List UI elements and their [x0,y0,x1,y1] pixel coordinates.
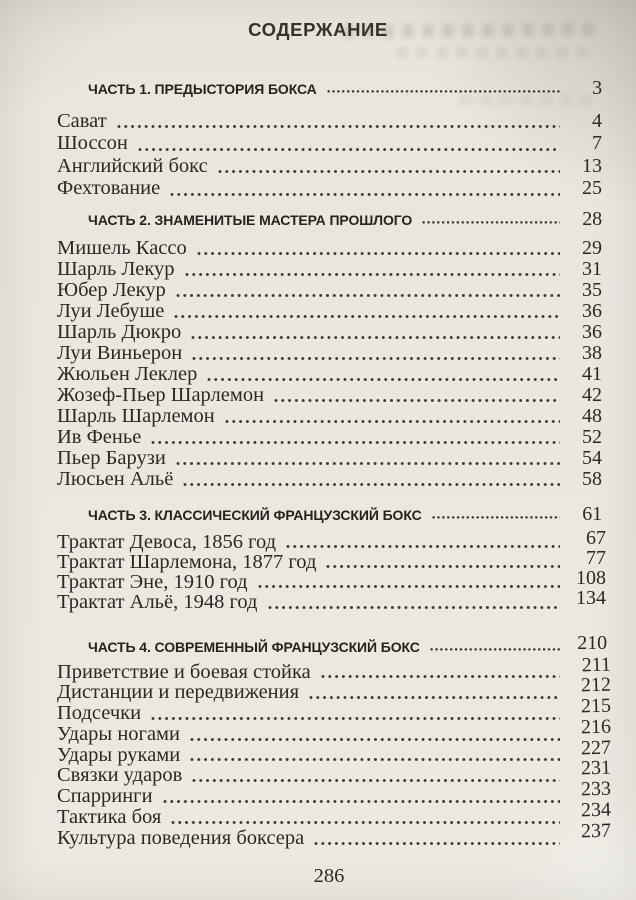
toc-section-header [0,208,636,230]
toc-page-number: 61 [582,503,602,525]
toc-entry-label: Шарль Дюкро [57,320,182,343]
toc-page-number: 67 [586,526,606,549]
toc-entry [0,546,636,573]
toc-page-number: 231 [580,757,612,780]
toc-page-number: 7 [592,132,602,154]
toc-section-title: ЧАСТЬ 3. КЛАССИЧЕСКИЙ ФРАНЦУЗСКИЙ БОКС [88,507,422,523]
toc-entry [0,469,636,490]
toc-section-header [0,503,636,525]
toc-entry-label: Люсьен Альё [57,467,174,490]
dot-leader [117,125,560,128]
toc-entry [0,673,636,704]
dot-leader [258,585,560,588]
toc-entry [0,567,636,594]
dot-leader [207,378,560,381]
toc-section [0,77,636,200]
dot-leader [191,336,560,339]
toc-entry-label: Ив Фенье [57,425,142,448]
dot-leader [163,800,560,803]
toc-page-number: 41 [582,362,602,385]
dot-leader [170,193,560,196]
toc-section-title: ЧАСТЬ 2. ЗНАМЕНИТЫЕ МАСТЕРА ПРОШЛОГО [88,212,413,228]
toc-entry [0,132,636,155]
toc-page-number: 31 [582,257,602,280]
toc-entry-label: Тактика боя [57,806,162,829]
toc-entry-label: Фехтование [57,177,161,199]
dot-leader [171,821,560,824]
toc-page-number: 210 [577,632,607,654]
toc-page-number: 212 [580,673,612,697]
dot-leader [192,357,560,360]
toc-page-number: 3 [592,77,602,99]
toc-entry-label: Приветствие и боевая стойка [57,660,311,683]
toc-entry [0,757,636,787]
dot-leader [185,273,561,276]
toc-section-header [0,632,636,655]
dot-leader [309,696,560,699]
dot-leader [314,842,560,845]
dot-leader [174,315,560,318]
dot-leader [197,252,560,255]
dot-leader [321,675,560,678]
toc-entry-label: Удары ногами [57,722,180,745]
dot-leader [190,738,560,741]
toc-section-title: ЧАСТЬ 1. ПРЕДЫСТОРИЯ БОКСА [88,81,317,97]
dot-leader [422,221,560,224]
toc-page-number: 54 [582,446,602,469]
bleed-through-text [396,47,592,58]
dot-leader [151,717,560,720]
toc-page-number: 42 [582,383,602,406]
toc-entry-label: Сават [57,109,107,132]
toc-page-number: 35 [582,278,602,301]
toc-page-number: 227 [580,736,612,760]
dot-leader [138,148,560,151]
toc-page-number: 234 [580,798,612,822]
toc-page-number: 233 [580,777,612,801]
toc-page-number: 29 [582,236,602,259]
toc-page-number: 36 [582,299,602,322]
dot-leader [176,294,560,297]
toc-entry [0,385,636,406]
toc-entry-label: Луи Виньерон [57,341,183,364]
toc-entry [0,259,636,280]
toc-page-number: 215 [580,694,612,718]
toc-entry [0,301,636,322]
toc-entry [0,406,636,427]
toc-entry-label: Шарль Лекур [57,257,175,280]
toc-entry-label: Жозеф-Пьер Шарлемон [57,383,265,406]
toc-section [0,208,636,490]
toc-entry-label: Подсечки [57,702,142,725]
page-number-footer: 286 [313,865,345,887]
toc-entry [0,364,636,385]
dot-leader [327,90,560,93]
dot-leader [430,648,560,651]
toc-entry-label: Трактат Шарлемона, 1877 год [57,550,317,573]
toc-page-number: 237 [580,819,612,843]
dot-leader [268,606,561,609]
toc-entry [0,798,636,829]
dot-leader [225,420,560,423]
toc-entry-label: Луи Лебуше [57,299,165,322]
dot-leader [326,565,560,568]
toc-entry [0,177,636,200]
toc-entry-label: Пьер Барузи [57,446,166,469]
toc-entry-label: Трактат Эне, 1910 год [57,571,248,594]
toc-entry-label: Связки ударов [57,764,183,787]
toc-page-number: 36 [582,320,602,343]
toc-entry-label: Спарринги [57,785,153,808]
toc-entry-label: Английский бокс [57,154,208,177]
toc-page-number: 216 [580,715,612,739]
toc-entry-label: Шарль Шарлемон [57,404,215,427]
toc-entry [0,280,636,301]
dot-leader [151,441,560,444]
toc-section-title: ЧАСТЬ 4. СОВРЕМЕННЫЙ ФРАНЦУЗСКИЙ БОКС [88,639,420,655]
toc-entry [0,110,636,133]
toc-page-number: 25 [582,177,602,199]
toc-entry-label: Мишель Кассо [57,236,187,259]
toc-entry [0,777,636,808]
toc-entry-label: Шоссон [57,132,128,154]
dot-leader [286,545,560,548]
dot-leader [176,462,560,465]
toc-entry [0,238,636,259]
toc-page-number: 48 [582,404,602,427]
toc-entry-label: Дистанции и передвижения [57,681,300,704]
dot-leader [274,399,560,402]
dot-leader [192,779,560,782]
toc-page-number: 13 [582,154,602,177]
toc-entry [0,819,636,849]
toc-entry-label: Удары руками [57,743,181,766]
toc-page-number: 4 [592,109,602,132]
dot-leader [432,516,560,519]
toc-entry-label: Трактат Альё, 1948 год [57,591,258,614]
toc-section [0,632,636,849]
toc-page-number: 134 [576,587,606,610]
toc-entry [0,694,636,725]
dot-leader [190,758,560,761]
toc-page-number: 108 [576,567,606,590]
toc-page-number: 58 [582,467,602,490]
toc-section-header [0,77,636,99]
toc-entry [0,155,636,178]
toc-entry [0,653,636,683]
toc-section [0,503,636,614]
dot-leader [183,483,560,486]
toc-entry [0,526,636,553]
toc-entry [0,343,636,364]
dot-leader [218,170,560,173]
toc-page-number: 28 [582,208,602,230]
toc-entry [0,322,636,343]
toc-page-number: 52 [582,425,602,448]
toc-page-number: 38 [582,341,602,364]
toc-entry-label: Трактат Девоса, 1856 год [57,530,277,553]
toc-entry [0,587,636,614]
toc-entry [0,427,636,448]
toc-page-number: 77 [586,546,606,569]
toc-entry [0,736,636,766]
toc-page-number: 211 [581,653,612,676]
toc-entry [0,715,636,745]
toc-entry-label: Юбер Лекур [57,278,166,301]
toc-entry-label: Жюльен Леклер [57,362,198,385]
toc-entry [0,448,636,469]
toc-entry-label: Культура поведения боксера [57,826,305,849]
page-title: СОДЕРЖАНИЕ [248,19,388,40]
